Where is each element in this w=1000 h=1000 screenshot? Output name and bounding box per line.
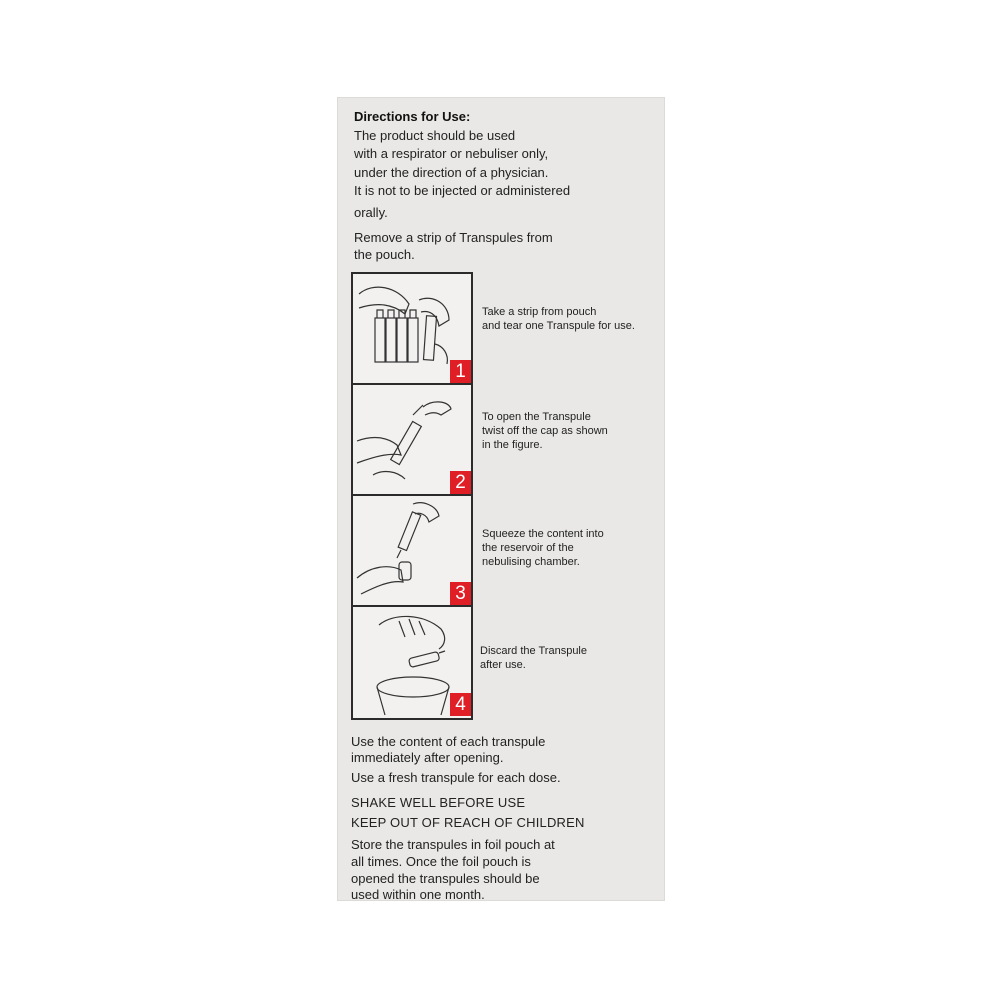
intro-line: The product should be used [354,128,516,143]
step-3-caption: the reservoir of the [482,542,574,554]
step-number-4: 4 [450,693,471,716]
intro-line: orally. [354,205,388,220]
intro-line: with a respirator or nebuliser only, [354,146,549,161]
intro-line: under the direction of a physician. [354,165,549,180]
step-panel-3 [353,494,471,605]
step-2-caption: To open the Transpule [482,411,591,423]
step-2-caption: twist off the cap as shown [482,425,608,437]
step-1-caption: and tear one Transpule for use. [482,320,635,332]
step-3-caption: Squeeze the content into [482,528,604,540]
instruction-leaflet [338,98,664,900]
remove-line: Remove a strip of Transpules from [354,230,553,245]
step-number-2: 2 [450,471,471,494]
storage-line: used within one month. [351,887,485,902]
step-illustrations [351,272,473,720]
intro-line: It is not to be injected or administered [354,183,571,198]
storage-line: all times. Once the foil pouch is [351,854,531,869]
children-warning: KEEP OUT OF REACH OF CHILDREN [351,815,585,830]
step-4-caption: after use. [480,659,526,671]
fresh-transpule-line: Use a fresh transpule for each dose. [351,770,561,785]
step-1-caption: Take a strip from pouch [482,306,597,318]
remove-line: the pouch. [354,247,415,262]
step-2-caption: in the figure. [482,439,543,451]
step-panel-4 [353,605,471,716]
storage-line: Store the transpules in foil pouch at [351,837,555,852]
shake-warning: SHAKE WELL BEFORE USE [351,795,526,810]
directions-heading: Directions for Use: [354,109,471,124]
storage-line: opened the transpules should be [351,871,540,886]
step-3-caption: nebulising chamber. [482,556,580,568]
usage-line: Use the content of each transpule [351,734,546,749]
step-panel-1 [353,274,471,383]
step-4-caption: Discard the Transpule [480,645,587,657]
step-number-3: 3 [450,582,471,605]
usage-line: immediately after opening. [351,750,504,765]
step-number-1: 1 [450,360,471,383]
step-panel-2 [353,383,471,494]
